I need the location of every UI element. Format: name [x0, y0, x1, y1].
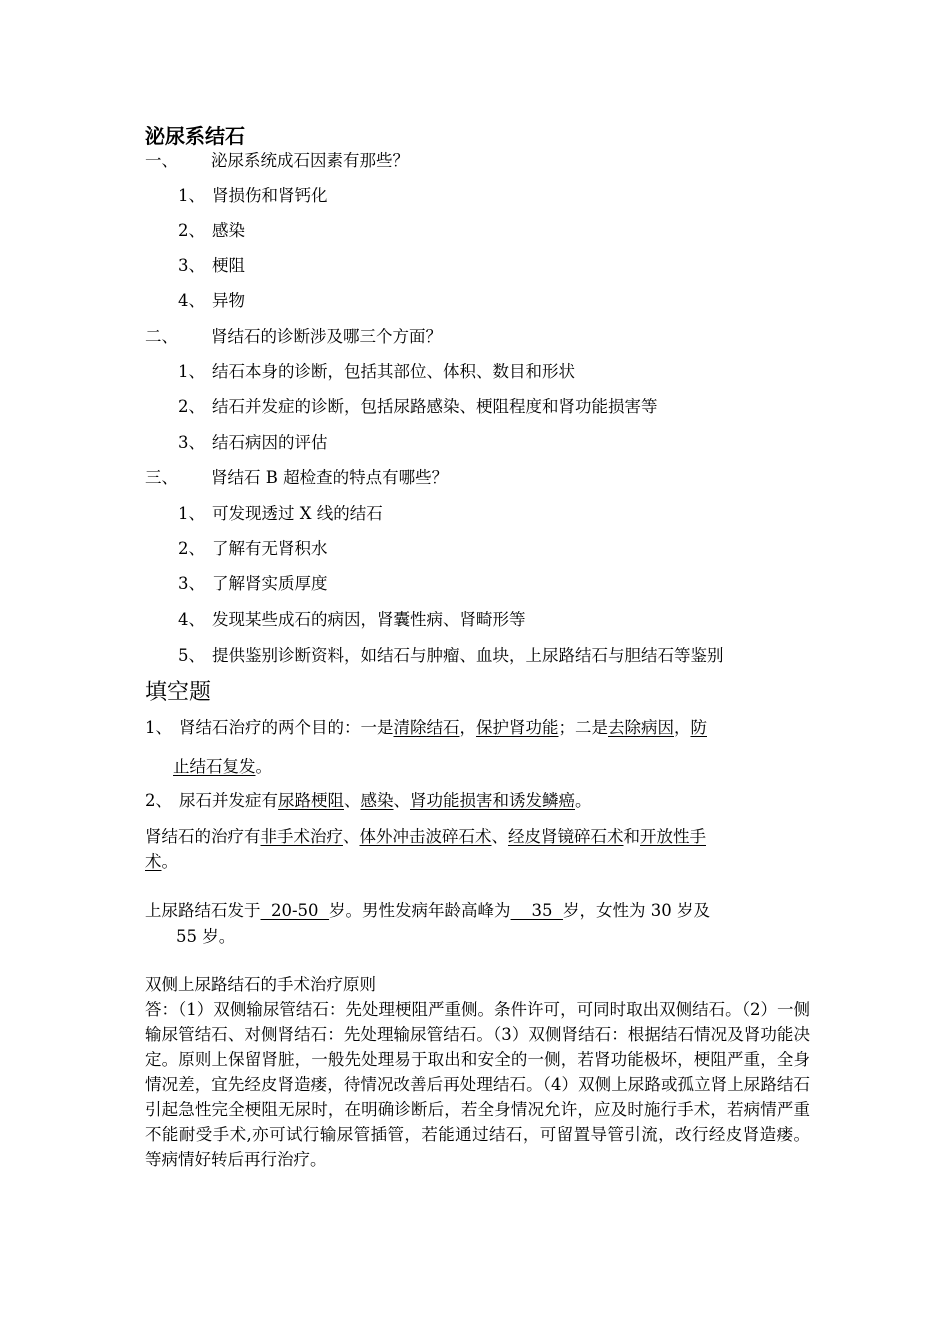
separator: 、 [491, 827, 508, 846]
item-text: 结石本身的诊断，包括其部位、体积、数目和形状 [212, 362, 575, 381]
fill-blank-q4-continued: 55 岁。 [176, 927, 236, 946]
item-text: 梗阻 [212, 256, 245, 275]
punctuation: 。 [161, 852, 178, 871]
section-heading [145, 149, 409, 173]
list-item [178, 644, 724, 668]
list-item [178, 537, 328, 561]
item-number: 2、 [178, 539, 205, 558]
fill-blank-q4 [145, 899, 710, 923]
answer-blank: 止结石复发 [173, 757, 256, 776]
item-text: 异物 [212, 291, 245, 310]
list-item [178, 184, 328, 208]
question-text: 上尿路结石发于 [145, 901, 261, 920]
section-heading [145, 325, 442, 349]
separator: 、 [393, 791, 410, 810]
answer-blank: 清除结石 [393, 718, 460, 737]
section-number: 一、 [145, 151, 178, 170]
section-question: 肾结石 B 超检查的特点有哪些？ [211, 468, 449, 487]
principle-answer: 答：（1）双侧输尿管结石：先处理梗阻严重侧。条件许可，可同时取出双侧结石。（2）一侧输尿管结石、对侧肾结石：先处理输尿管结石。（3）双侧肾结石：根据结石情况及肾功能决定。原则上保留肾脏，一般先处理易于取出和安全的一侧，若肾功能极坏，梗阻严重，全身情况差，宜先经皮肾造瘘，待情况改善后再处理结石。（4）双侧上尿路或孤立肾上尿路结石引起急性完全梗阻无尿时，在明确诊断后，若全身情况允许，应及时施行手术，若病情严重不能耐受手术,亦可试行输尿管插管，若能通过结石，可留置导管引流，改行经皮肾造瘘。等病情好转后再行治疗。 [145, 1000, 810, 1169]
item-text: 感染 [212, 221, 245, 240]
section-heading [145, 466, 448, 490]
item-text: 提供鉴别诊断资料，如结石与肿瘤、血块，上尿路结石与胆结石等鉴别 [212, 646, 724, 665]
item-number: 2、 [178, 397, 205, 416]
list-item [178, 289, 245, 313]
item-number: 1、 [178, 504, 205, 523]
answer-blank: 术 [145, 852, 162, 871]
fill-blank-q3 [145, 825, 706, 849]
item-number: 3、 [178, 256, 205, 275]
separator: ， [459, 718, 476, 737]
list-item [178, 219, 245, 243]
item-number: 4、 [178, 610, 205, 629]
list-item [178, 431, 328, 455]
item-text: 结石并发症的诊断，包括尿路感染、梗阻程度和肾功能损害等 [212, 397, 658, 416]
fill-blank-q2 [145, 789, 592, 813]
item-number: 1、 [178, 362, 205, 381]
fill-blank-heading: 填空题 [145, 680, 212, 705]
answer-blank: 经皮肾镜碎石术 [508, 827, 624, 846]
item-text: 了解有无肾积水 [212, 539, 328, 558]
answer-blank: 20-50 [260, 901, 330, 920]
punctuation: 。 [575, 791, 592, 810]
principle-title: 双侧上尿路结石的手术治疗原则 [145, 975, 376, 994]
separator: 、 [343, 827, 360, 846]
question-number: 2、 [145, 791, 172, 810]
answer-blank: 保护肾功能 [476, 718, 559, 737]
fill-blank-q1-continued [173, 755, 272, 779]
item-text: 结石病因的评估 [212, 433, 328, 452]
answer-blank: 防 [690, 718, 707, 737]
separator: ；二是 [558, 718, 608, 737]
item-text: 可发现透过 X 线的结石 [212, 504, 383, 523]
page-title: 泌尿系结石 [145, 124, 245, 148]
question-text: 尿石并发症有 [179, 791, 278, 810]
list-item [178, 395, 658, 419]
list-item [178, 608, 526, 632]
item-number: 4、 [178, 291, 205, 310]
item-number: 2、 [178, 221, 205, 240]
list-item [178, 254, 245, 278]
item-number: 5、 [178, 646, 205, 665]
answer-blank: 开放性手 [640, 827, 706, 846]
item-number: 3、 [178, 574, 205, 593]
fill-blank-q3-continued [145, 850, 178, 874]
fill-blank-q1 [145, 716, 707, 740]
answer-blank: 去除病因 [608, 718, 674, 737]
section-question: 泌尿系统成石因素有那些？ [211, 151, 409, 170]
item-number: 1、 [178, 186, 205, 205]
question-text: 岁。男性发病年龄高峰为 [329, 901, 511, 920]
answer-blank: 尿路梗阻 [278, 791, 344, 810]
separator: 、 [344, 791, 361, 810]
section-number: 三、 [145, 468, 178, 487]
section-question: 肾结石的诊断涉及哪三个方面？ [211, 327, 442, 346]
question-text: 岁，女性为 30 岁及 [563, 901, 711, 920]
answer-blank: 非手术治疗 [260, 827, 343, 846]
separator: ， [674, 718, 691, 737]
answer-blank: 肾功能损害和诱发鳞癌 [410, 791, 575, 810]
item-text: 肾损伤和肾钙化 [212, 186, 328, 205]
item-text: 发现某些成石的病因，肾囊性病、肾畸形等 [212, 610, 526, 629]
question-text: 肾结石的治疗有 [145, 827, 261, 846]
section-number: 二、 [145, 327, 178, 346]
item-text: 了解肾实质厚度 [212, 574, 328, 593]
answer-blank: 感染 [360, 791, 394, 810]
punctuation: 。 [255, 757, 272, 776]
question-text: 肾结石治疗的两个目的：一是 [179, 718, 394, 737]
question-number: 1、 [145, 718, 172, 737]
item-number: 3、 [178, 433, 205, 452]
list-item [178, 502, 383, 526]
answer-blank: 体外冲击波碎石术 [359, 827, 492, 846]
separator: 和 [623, 827, 640, 846]
list-item [178, 360, 575, 384]
list-item [178, 572, 328, 596]
answer-blank: 35 [510, 901, 564, 920]
